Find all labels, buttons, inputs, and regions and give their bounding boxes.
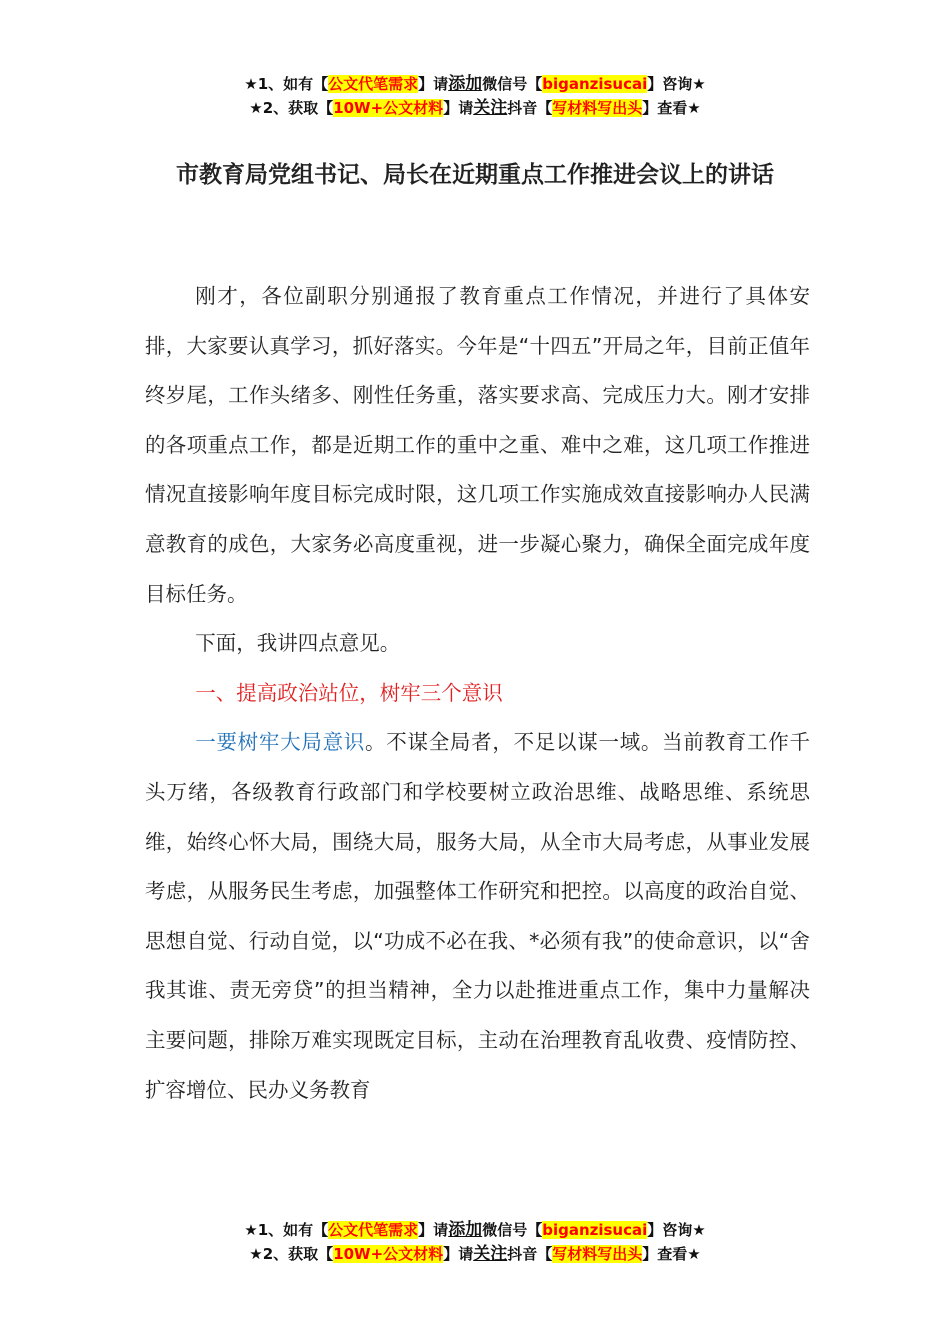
- banner-highlight: 写材料写出头: [552, 99, 643, 117]
- banner-text: 】请: [418, 1221, 449, 1239]
- banner-underline: 添加: [448, 74, 483, 94]
- banner-highlight: 公文代笔需求: [328, 75, 419, 93]
- banner-text: 微信号【: [482, 1221, 543, 1239]
- banner-line-1: [0, 1218, 950, 1242]
- subheading-text: 。不谋全局者，不足以谋一域。当前教育工作千头万绪，各级教育行政部门和学校要树立政治思维、战略思维、系统思维，始终心怀大局，围绕大局，服务大局，从全市大局考虑，从事业发展考虑，从服务民生考虑，加强整体工作研究和把控。以高度的政治自觉、思想自觉、行动自觉，以“功成不必在我、*必须有我”的使命意识，以“舍我其谁、责无旁贷”的担当精神，全力以赴推进重点工作，集中力量解决主要问题，排除万难实现既定目标，主动在治理教育乱收费、疫情防控、扩容增位、民办义务教育: [145, 730, 811, 1102]
- banner-text: ★2、获取【: [249, 99, 334, 117]
- banner-text: ★1、如有【: [244, 75, 329, 93]
- banner-line-2: [0, 1242, 950, 1266]
- banner-highlight: biganzisucai: [542, 1221, 648, 1239]
- banner-text: 微信号【: [482, 75, 543, 93]
- banner-text: ★2、获取【: [249, 1245, 334, 1263]
- paragraph-section-1: [145, 718, 810, 1115]
- paragraph-transition: 下面，我讲四点意见。: [195, 631, 401, 656]
- banner-text: ★1、如有【: [244, 1221, 329, 1239]
- banner-text: 】查看★: [642, 1245, 701, 1263]
- banner-line-2: [0, 96, 950, 120]
- subheading-label: 一要树牢大局意识: [195, 730, 366, 755]
- banner-text: 】咨询★: [647, 1221, 706, 1239]
- banner-text: 】请: [418, 75, 449, 93]
- banner-underline: 关注: [473, 98, 508, 118]
- banner-text: 抖音【: [507, 1245, 553, 1263]
- banner-highlight: 10W+公文材料: [333, 1245, 444, 1263]
- banner-text: 】请: [443, 1245, 474, 1263]
- top-banner: [0, 72, 950, 120]
- banner-text: 】咨询★: [647, 75, 706, 93]
- banner-text: 抖音【: [507, 99, 553, 117]
- bottom-banner: [0, 1218, 950, 1266]
- document-title: 市教育局党组书记、局长在近期重点工作推进会议上的讲话: [176, 162, 774, 188]
- banner-line-1: [0, 72, 950, 96]
- banner-highlight: 公文代笔需求: [328, 1221, 419, 1239]
- banner-highlight: biganzisucai: [542, 75, 648, 93]
- paragraph-intro: 刚才，各位副职分别通报了教育重点工作情况，并进行了具体安排，大家要认真学习，抓好落实。今年是“十四五”开局之年，目前正值年终岁尾，工作头绪多、刚性任务重，落实要求高、完成压力大。刚才安排的各项重点工作，都是近期工作的重中之重、难中之难，这几项工作推进情况直接影响年度目标完成时限，这几项工作实施成效直接影响办人民满意教育的成色，大家务必高度重视，进一步凝心聚力，确保全面完成年度目标任务。: [145, 284, 810, 606]
- banner-text: 】查看★: [642, 99, 701, 117]
- section-heading-1: 一、提高政治站位，树牢三个意识: [195, 680, 503, 705]
- document-body: [145, 272, 810, 1115]
- banner-underline: 关注: [473, 1244, 508, 1264]
- banner-highlight: 10W+公文材料: [333, 99, 444, 117]
- banner-underline: 添加: [448, 1220, 483, 1240]
- banner-text: 】请: [443, 99, 474, 117]
- banner-highlight: 写材料写出头: [552, 1245, 643, 1263]
